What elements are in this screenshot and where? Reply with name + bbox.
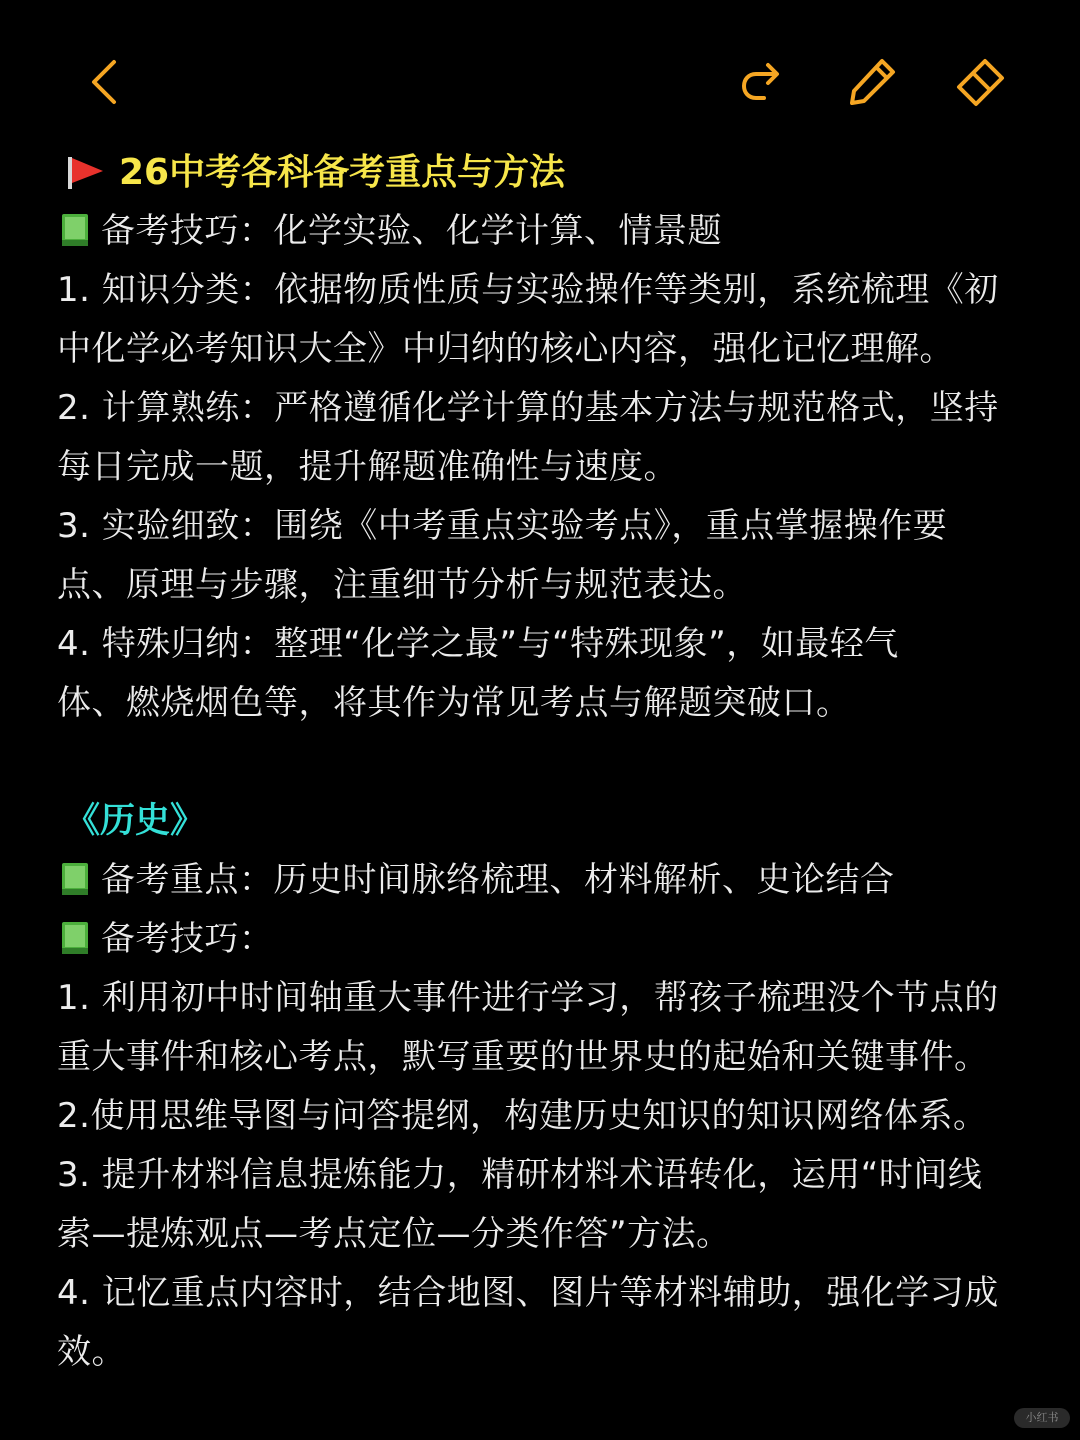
page-title: 26中考各科备考重点与方法 — [119, 152, 566, 193]
history-line: 3. 提升材料信息提炼能力，精研材料术语转化，运用“时间线 — [57, 1155, 983, 1195]
chem-line: 点、原理与步骤，注重细节分析与规范表达。 — [57, 565, 747, 605]
green-book-icon — [61, 856, 89, 890]
history-line: 重大事件和核心考点，默写重要的世界史的起始和关键事件。 — [57, 1037, 989, 1077]
history-line: 索—提炼观点—考点定位—分类作答”方法。 — [57, 1214, 731, 1254]
history-tips-label: 备考技巧： — [57, 910, 1017, 969]
eraser-icon — [952, 54, 1008, 110]
note-content — [57, 143, 1017, 1382]
chevron-left-icon — [80, 54, 136, 110]
history-line: 4. 记忆重点内容时，结合地图、图片等材料辅助，强化学习成 — [57, 1273, 999, 1313]
green-book-icon — [61, 207, 89, 241]
note-title-row — [57, 143, 1017, 202]
pencil-icon — [844, 54, 900, 110]
chem-line: 1. 知识分类：依据物质性质与实验操作等类别，系统梳理《初 — [57, 270, 999, 310]
eraser-button[interactable] — [948, 50, 1012, 114]
chem-tips-label: 备考技巧：化学实验、化学计算、情景题 — [57, 202, 1017, 261]
chem-line: 3. 实验细致：围绕《中考重点实验考点》，重点掌握操作要 — [57, 506, 948, 546]
chem-line: 每日完成一题，提升解题准确性与速度。 — [57, 447, 678, 487]
redo-icon — [734, 54, 790, 110]
watermark: 小红书 — [1014, 1408, 1070, 1428]
back-button[interactable] — [76, 50, 140, 114]
history-heading: 《历史》 — [65, 801, 206, 841]
history-line: 2.使用思维导图与问答提纲，构建历史知识的知识网络体系。 — [57, 1096, 988, 1136]
red-flag-icon — [65, 155, 105, 191]
chem-line: 2. 计算熟练：严格遵循化学计算的基本方法与规范格式，坚持 — [57, 388, 999, 428]
chem-line: 4. 特殊归纳：整理“化学之最”与“特殊现象”，如最轻气 — [57, 624, 899, 664]
pen-button[interactable] — [840, 50, 904, 114]
green-book-icon — [61, 915, 89, 949]
chem-line: 中化学必考知识大全》中归纳的核心内容，强化记忆理解。 — [57, 329, 954, 369]
top-toolbar — [0, 0, 1080, 150]
redo-button[interactable] — [730, 50, 794, 114]
history-focus-label: 备考重点：历史时间脉络梳理、材料解析、史论结合 — [57, 851, 1017, 910]
chem-line: 体、燃烧烟色等，将其作为常见考点与解题突破口。 — [57, 683, 851, 723]
history-line: 1. 利用初中时间轴重大事件进行学习，帮孩子梳理没个节点的 — [57, 978, 999, 1018]
history-line: 效。 — [57, 1332, 126, 1372]
